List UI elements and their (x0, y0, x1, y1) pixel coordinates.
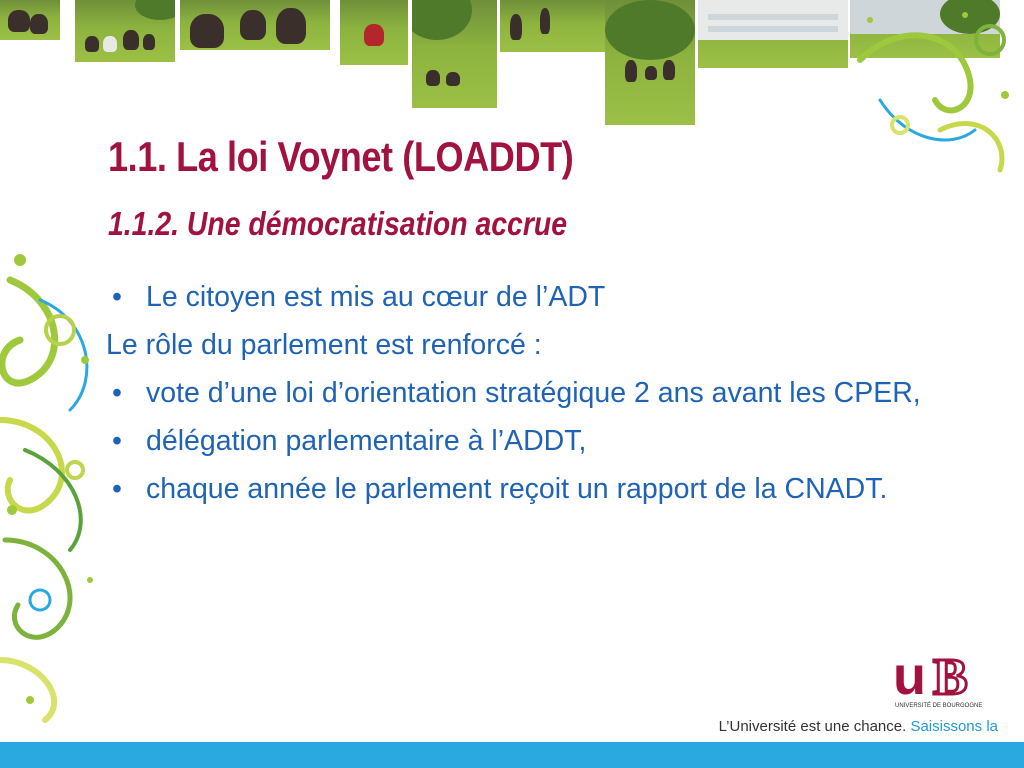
bullet-icon: • (112, 281, 122, 313)
list-item-citoyen (106, 280, 956, 314)
bullet-icon: • (112, 473, 122, 505)
logo-letter-b: B (933, 650, 968, 706)
tagline-main: L’Université est une chance. (718, 718, 907, 735)
list-item-rapport (106, 472, 956, 506)
slide-title: 1.1. La loi Voynet (LOADDT) (108, 133, 574, 180)
banner-photo-2 (75, 0, 175, 62)
tagline-accent: Saisissons la (910, 718, 998, 735)
photo-banner (0, 0, 1024, 135)
banner-photo-9 (850, 0, 1000, 58)
banner-photo-8 (698, 0, 848, 68)
logo-caption: UNIVERSITÉ DE BOURGOGNE (895, 703, 983, 709)
banner-photo-5 (412, 0, 497, 108)
banner-photo-4 (340, 0, 408, 65)
footer-tagline (719, 718, 998, 735)
list-item-vote-loi (106, 376, 956, 410)
list-item-text: délégation parlementaire à l’ADDT, (146, 425, 587, 457)
list-item-delegation (106, 424, 956, 458)
list-item-text: chaque année le parlement reçoit un rapport de la CNADT. (146, 473, 888, 505)
banner-photo-1 (0, 0, 60, 40)
banner-photo-3 (180, 0, 330, 50)
list-item-text: Le citoyen est mis au cœur de l’ADT (146, 281, 606, 313)
university-logo (893, 650, 997, 710)
bullet-icon: • (112, 425, 122, 457)
section-heading-parlement: Le rôle du parlement est renforcé : (106, 329, 542, 361)
slide-subtitle: 1.1.2. Une démocratisation accrue (108, 205, 568, 242)
bullet-icon: • (112, 377, 122, 409)
slide-body (106, 280, 956, 514)
list-item-text: vote d’une loi d’orientation stratégique 2 ans avant les CPER, (146, 377, 921, 409)
logo-letter-u: u (893, 650, 926, 706)
footer-bar (0, 742, 1024, 768)
banner-photo-6 (500, 0, 610, 52)
banner-photo-7 (605, 0, 695, 125)
